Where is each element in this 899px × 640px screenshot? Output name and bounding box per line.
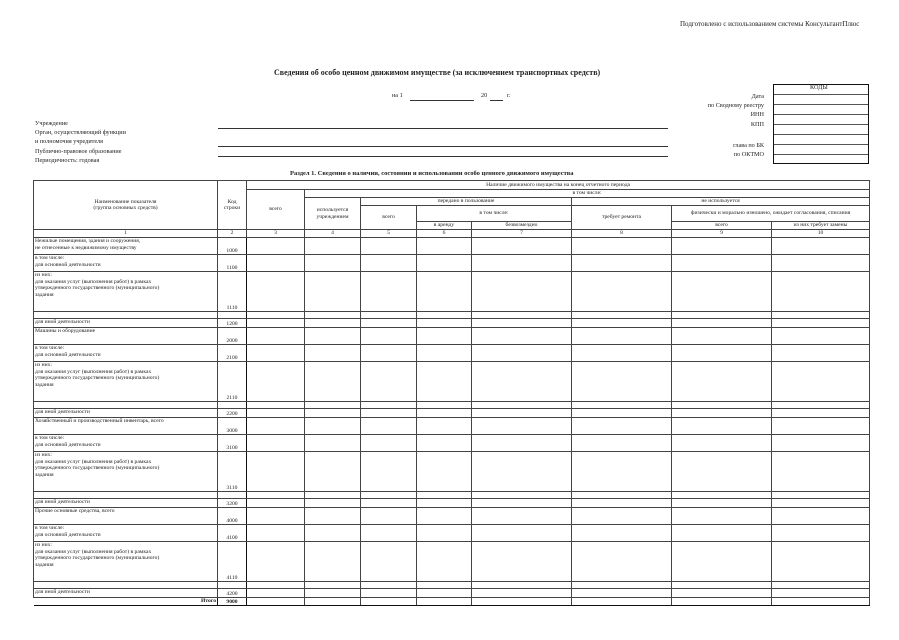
table-row (34, 312, 870, 319)
column-number: 4 (305, 230, 361, 238)
value-cell[interactable] (672, 582, 772, 589)
value-cell[interactable] (361, 255, 417, 272)
code-field-kpp[interactable] (774, 125, 868, 135)
table-row (34, 345, 870, 362)
total-label: Итого (34, 598, 218, 606)
value-cell[interactable] (247, 255, 305, 272)
row-code: 1000 (218, 238, 247, 255)
value-cell[interactable] (247, 319, 305, 328)
value-cell[interactable] (305, 589, 361, 598)
label-public-entity: Публично-правовое образование (35, 148, 122, 155)
row-code: 3110 (218, 452, 247, 492)
code-label-bk: глава по БК (733, 142, 764, 149)
value-cell[interactable] (247, 362, 305, 402)
row-code: 3200 (218, 499, 247, 508)
value-cell[interactable] (361, 272, 417, 312)
row-code: 4110 (218, 542, 247, 582)
value-cell[interactable] (417, 435, 472, 452)
value-cell[interactable] (417, 542, 472, 582)
value-cell[interactable] (361, 525, 417, 542)
value-cell[interactable] (417, 402, 472, 409)
value-cell[interactable] (361, 499, 417, 508)
value-cell[interactable] (305, 319, 361, 328)
value-cell[interactable] (772, 328, 870, 345)
value-cell[interactable] (247, 238, 305, 255)
date-year-field[interactable] (490, 100, 503, 101)
date-year-prefix: 20 (481, 92, 488, 99)
table-row (34, 525, 870, 542)
value-cell[interactable] (672, 362, 772, 402)
value-cell[interactable] (472, 508, 572, 525)
table-header (34, 181, 870, 238)
value-cell[interactable] (772, 402, 870, 409)
value-cell[interactable] (361, 328, 417, 345)
value-cell[interactable] (305, 418, 361, 435)
value-cell[interactable] (572, 499, 672, 508)
table-row (34, 319, 870, 328)
table-row (34, 542, 870, 582)
value-cell[interactable] (305, 238, 361, 255)
value-cell[interactable] (672, 402, 772, 409)
value-cell[interactable] (305, 525, 361, 542)
column-number: 10 (772, 230, 870, 238)
row-name: из них: для оказания услуг (выполнения работ) в рамках утвержденного государственного (муниципального) задания (34, 272, 218, 312)
value-cell[interactable] (417, 345, 472, 362)
value-cell[interactable] (361, 435, 417, 452)
row-name: из них: для оказания услуг (выполнения работ) в рамках утвержденного государственного (муниципального) задания (34, 362, 218, 402)
header-obsolete-total: всего (672, 222, 772, 230)
header-used-by-institution: используется учреждением (305, 198, 361, 230)
value-cell[interactable] (361, 582, 417, 589)
row-name (34, 402, 218, 409)
value-cell[interactable] (472, 589, 572, 598)
value-cell[interactable] (772, 319, 870, 328)
row-code: 2110 (218, 362, 247, 402)
value-cell[interactable] (672, 499, 772, 508)
value-cell[interactable] (472, 345, 572, 362)
value-cell[interactable] (305, 409, 361, 418)
value-cell[interactable] (772, 499, 870, 508)
value-cell[interactable] (417, 508, 472, 525)
column-number: 2 (218, 230, 247, 238)
value-cell[interactable] (572, 589, 672, 598)
value-cell[interactable] (772, 452, 870, 492)
value-cell[interactable] (472, 499, 572, 508)
date-prefix: на 1 (392, 92, 403, 99)
label-founder-powers: и полномочия учредителя (35, 138, 104, 145)
value-cell[interactable] (247, 409, 305, 418)
value-cell[interactable] (361, 362, 417, 402)
institution-field[interactable] (218, 128, 668, 129)
value-cell[interactable] (772, 312, 870, 319)
row-code: 1200 (218, 319, 247, 328)
value-cell[interactable] (417, 452, 472, 492)
header-obsolete: физически и морально изношено, ожидает согласования, списания (672, 206, 870, 222)
value-cell[interactable] (772, 492, 870, 499)
row-code: 3000 (218, 418, 247, 435)
value-cell[interactable] (772, 255, 870, 272)
row-name: из них: для оказания услуг (выполнения работ) в рамках утвержденного государственного (муниципального) задания (34, 542, 218, 582)
row-name: в том числе: для основной деятельности (34, 345, 218, 362)
value-cell[interactable] (305, 312, 361, 319)
table-row (34, 435, 870, 452)
row-name: Прочие основные средства, всего (34, 508, 218, 525)
codes-header-row (774, 85, 868, 95)
value-cell[interactable] (247, 418, 305, 435)
value-cell[interactable] (572, 452, 672, 492)
column-number: 7 (472, 230, 572, 238)
row-name: в том числе: для основной деятельности (34, 525, 218, 542)
code-label-oktmo: по ОКТМО (733, 151, 764, 158)
value-cell[interactable] (247, 312, 305, 319)
total-row (34, 598, 870, 606)
value-cell[interactable] (305, 508, 361, 525)
value-cell[interactable] (247, 328, 305, 345)
value-cell[interactable] (772, 345, 870, 362)
value-cell[interactable] (417, 272, 472, 312)
table-row (34, 589, 870, 598)
value-cell[interactable] (772, 362, 870, 402)
form-title: Сведения об особо ценном движимом имуществе (за исключением транспортных средств) (274, 68, 601, 77)
column-numbers-row (34, 230, 870, 238)
row-name: Нежилые помещения, здания и сооружения, не отнесенные к недвижимому имуществу (34, 238, 218, 255)
value-cell[interactable] (247, 589, 305, 598)
value-cell[interactable] (572, 328, 672, 345)
value-cell[interactable] (672, 542, 772, 582)
value-cell[interactable] (305, 499, 361, 508)
value-cell[interactable] (472, 319, 572, 328)
table-row (34, 402, 870, 409)
value-cell[interactable] (572, 435, 672, 452)
value-cell[interactable] (672, 589, 772, 598)
table-row (34, 452, 870, 492)
header-availability: Наличие движимого имущества на конец отчетного периода (247, 181, 870, 190)
value-cell[interactable] (305, 492, 361, 499)
value-cell[interactable] (572, 312, 672, 319)
row-code (218, 582, 247, 589)
value-cell[interactable] (472, 418, 572, 435)
code-label-inn: ИНН (750, 111, 764, 118)
value-cell[interactable] (361, 402, 417, 409)
value-cell[interactable] (361, 345, 417, 362)
value-cell[interactable] (247, 508, 305, 525)
value-cell[interactable] (772, 435, 870, 452)
row-name: из них: для оказания услуг (выполнения работ) в рамках утвержденного государственного (муниципального) задания (34, 452, 218, 492)
value-cell[interactable] (572, 362, 672, 402)
header-no-replacement: из них требует замены (772, 222, 870, 230)
prepared-note: Подготовлено с использованием системы КонсультантПлюс (680, 20, 860, 28)
table-body (34, 238, 870, 606)
table-row (34, 409, 870, 418)
value-cell[interactable] (361, 319, 417, 328)
public-entity-field[interactable] (218, 156, 668, 157)
value-cell[interactable] (417, 255, 472, 272)
row-name (34, 582, 218, 589)
value-cell[interactable] (572, 319, 672, 328)
value-cell[interactable] (572, 542, 672, 582)
value-cell[interactable] (672, 319, 772, 328)
value-cell[interactable] (472, 409, 572, 418)
value-cell[interactable] (361, 452, 417, 492)
value-cell[interactable] (361, 312, 417, 319)
value-cell[interactable] (361, 542, 417, 582)
value-cell[interactable] (417, 525, 472, 542)
code-field-oktmo[interactable] (774, 155, 868, 165)
row-code: 4200 (218, 589, 247, 598)
table-row (34, 238, 870, 255)
value-cell[interactable] (305, 435, 361, 452)
row-code: 4100 (218, 525, 247, 542)
value-cell[interactable] (672, 345, 772, 362)
value-cell[interactable] (417, 409, 472, 418)
value-cell[interactable] (472, 525, 572, 542)
assets-table (33, 180, 870, 606)
value-cell[interactable] (247, 402, 305, 409)
value-cell[interactable] (361, 418, 417, 435)
value-cell[interactable] (672, 492, 772, 499)
column-number: 1 (34, 230, 218, 238)
column-number: 9 (672, 230, 772, 238)
row-code (218, 492, 247, 499)
value-cell[interactable] (247, 452, 305, 492)
founder-field[interactable] (218, 146, 668, 147)
value-cell[interactable] (305, 452, 361, 492)
row-code (218, 402, 247, 409)
value-cell[interactable] (361, 589, 417, 598)
value-cell[interactable] (305, 402, 361, 409)
row-name: для иной деятельности (34, 589, 218, 598)
value-cell[interactable] (305, 255, 361, 272)
header-transferred-total: всего (361, 206, 417, 230)
value-cell[interactable] (305, 328, 361, 345)
row-code: 2200 (218, 409, 247, 418)
row-code: 1100 (218, 255, 247, 272)
value-cell[interactable] (772, 508, 870, 525)
value-cell[interactable] (772, 525, 870, 542)
value-cell[interactable] (247, 272, 305, 312)
value-cell[interactable] (572, 582, 672, 589)
row-name: для иной деятельности (34, 409, 218, 418)
value-cell[interactable] (305, 582, 361, 589)
header-lease: в аренду (417, 222, 472, 230)
codes-box (773, 84, 869, 164)
value-cell[interactable] (417, 238, 472, 255)
value-cell[interactable] (672, 312, 772, 319)
total-code: 9000 (218, 598, 247, 606)
value-cell[interactable] (247, 582, 305, 589)
total-value-cell[interactable] (472, 598, 572, 606)
total-value-cell[interactable] (417, 598, 472, 606)
date-suffix: г. (507, 92, 511, 99)
row-name: в том числе: для основной деятельности (34, 255, 218, 272)
value-cell[interactable] (772, 582, 870, 589)
value-cell[interactable] (672, 452, 772, 492)
value-cell[interactable] (772, 272, 870, 312)
row-code: 4000 (218, 508, 247, 525)
column-number: 8 (572, 230, 672, 238)
table-row (34, 492, 870, 499)
value-cell[interactable] (417, 418, 472, 435)
table-row (34, 328, 870, 345)
row-name (34, 492, 218, 499)
table-row (34, 499, 870, 508)
header-in-that-number: в том числе: (305, 190, 870, 198)
row-name: для иной деятельности (34, 319, 218, 328)
row-code (218, 312, 247, 319)
value-cell[interactable] (572, 255, 672, 272)
row-name (34, 312, 218, 319)
total-value-cell[interactable] (361, 598, 417, 606)
value-cell[interactable] (572, 508, 672, 525)
value-cell[interactable] (247, 492, 305, 499)
code-field-bk[interactable] (774, 145, 868, 155)
total-value-cell[interactable] (247, 598, 305, 606)
value-cell[interactable] (472, 272, 572, 312)
code-field-date[interactable] (774, 95, 868, 105)
value-cell[interactable] (772, 589, 870, 598)
value-cell[interactable] (672, 255, 772, 272)
header-transferred-incl: в том числе: (417, 206, 572, 222)
row-name: Машины и оборудование (34, 328, 218, 345)
value-cell[interactable] (417, 589, 472, 598)
label-periodicity: Периодичность: годовая (35, 157, 100, 164)
code-label-registry: по Сводному реестру (707, 102, 764, 109)
header-free: безвозмездно (472, 222, 572, 230)
value-cell[interactable] (417, 582, 472, 589)
table-row (34, 255, 870, 272)
row-name: Хозяйственный и производственный инвентарь, всего (34, 418, 218, 435)
row-code: 2000 (218, 328, 247, 345)
value-cell[interactable] (772, 542, 870, 582)
value-cell[interactable] (672, 435, 772, 452)
table-row (34, 418, 870, 435)
value-cell[interactable] (572, 418, 672, 435)
value-cell[interactable] (772, 409, 870, 418)
value-cell[interactable] (672, 418, 772, 435)
header-transferred: передано в пользование (361, 198, 572, 206)
column-number: 6 (417, 230, 472, 238)
label-institution: Учреждение (35, 120, 68, 127)
total-value-cell[interactable] (305, 598, 361, 606)
value-cell[interactable] (417, 362, 472, 402)
value-cell[interactable] (247, 542, 305, 582)
codes-header: КОДЫ (810, 84, 828, 91)
value-cell[interactable] (247, 499, 305, 508)
table-row (34, 582, 870, 589)
value-cell[interactable] (472, 542, 572, 582)
value-cell[interactable] (572, 525, 672, 542)
value-cell[interactable] (472, 238, 572, 255)
value-cell[interactable] (572, 345, 672, 362)
code-label-kpp: КПП (750, 121, 764, 128)
row-code: 1110 (218, 272, 247, 312)
value-cell[interactable] (305, 345, 361, 362)
value-cell[interactable] (672, 272, 772, 312)
table-row (34, 272, 870, 312)
value-cell[interactable] (672, 328, 772, 345)
value-cell[interactable] (361, 508, 417, 525)
value-cell[interactable] (572, 238, 672, 255)
value-cell[interactable] (472, 328, 572, 345)
value-cell[interactable] (672, 238, 772, 255)
value-cell[interactable] (305, 362, 361, 402)
table-row (34, 362, 870, 402)
code-label-date: Дата (751, 93, 764, 100)
header-total: всего (247, 190, 305, 230)
value-cell[interactable] (417, 499, 472, 508)
code-field-inn[interactable] (774, 115, 868, 125)
table-row (34, 508, 870, 525)
header-needs-repair: требует ремонта (572, 206, 672, 230)
header-code: Код строки (218, 181, 247, 230)
value-cell[interactable] (472, 255, 572, 272)
value-cell[interactable] (572, 402, 672, 409)
value-cell[interactable] (572, 492, 672, 499)
code-field-registry[interactable] (774, 105, 868, 115)
value-cell[interactable] (247, 435, 305, 452)
date-day-month-field[interactable] (410, 100, 474, 101)
value-cell[interactable] (472, 452, 572, 492)
header-not-used: не используется (572, 198, 870, 206)
value-cell[interactable] (247, 345, 305, 362)
row-name: для иной деятельности (34, 499, 218, 508)
section-title: Раздел 1. Сведения о наличии, состоянии и использовании особо ценного движимого имущества (290, 170, 574, 177)
column-number: 3 (247, 230, 305, 238)
value-cell[interactable] (472, 362, 572, 402)
code-field-blank[interactable] (774, 135, 868, 145)
value-cell[interactable] (361, 492, 417, 499)
value-cell[interactable] (672, 525, 772, 542)
value-cell[interactable] (772, 238, 870, 255)
row-code: 3100 (218, 435, 247, 452)
value-cell[interactable] (772, 418, 870, 435)
value-cell[interactable] (472, 312, 572, 319)
value-cell[interactable] (672, 508, 772, 525)
total-value-cell[interactable] (572, 598, 672, 606)
column-number: 5 (361, 230, 417, 238)
total-value-cell[interactable] (672, 598, 772, 606)
value-cell[interactable] (305, 542, 361, 582)
value-cell[interactable] (472, 402, 572, 409)
value-cell[interactable] (417, 319, 472, 328)
row-name: в том числе: для основной деятельности (34, 435, 218, 452)
header-name: Наименование показателя (группа основных средств) (34, 181, 218, 230)
total-value-cell[interactable] (772, 598, 870, 606)
value-cell[interactable] (361, 409, 417, 418)
value-cell[interactable] (572, 409, 672, 418)
value-cell[interactable] (417, 328, 472, 345)
value-cell[interactable] (472, 435, 572, 452)
value-cell[interactable] (361, 238, 417, 255)
value-cell[interactable] (472, 582, 572, 589)
value-cell[interactable] (417, 312, 472, 319)
value-cell[interactable] (672, 409, 772, 418)
value-cell[interactable] (247, 525, 305, 542)
label-founder-body: Орган, осуществляющий функции (35, 129, 126, 136)
value-cell[interactable] (305, 272, 361, 312)
row-code: 2100 (218, 345, 247, 362)
value-cell[interactable] (472, 492, 572, 499)
value-cell[interactable] (417, 492, 472, 499)
value-cell[interactable] (572, 272, 672, 312)
